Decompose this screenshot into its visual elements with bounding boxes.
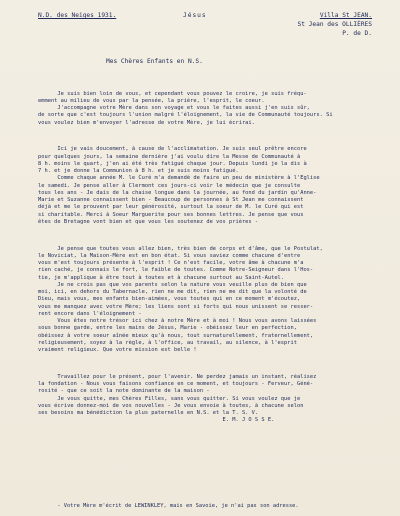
paragraph-4: Travaillez pour le présent, pour l'avenir. Ne perdez jamais un instant, réalisez la fondation - Nous vous faisons confiance en ce moment, et toujours - Ferveur, Géné- rosité - que ce soit la note dominante de la maison - Je vous quitte, mes Chères Filles, sans vous quitter. Si vous voulez que je vous écrive donnez-moi de vos nouvelles - Je vous envoie à toutes, à chacune selon ses besoins ma bénédiction la plus paternelle en N.S. et la T. S. V. E. M. J O S S E.: [38, 373, 317, 424]
letterhead-title: Jésus: [183, 12, 207, 19]
postscript: - Votre Mère m'écrit de LEWINKLEY, mais en Savoie, je n'ai pas son adresse.: [38, 503, 299, 509]
paragraph-1: Je suis bien loin de vous, et cependant vous pouvez le croire, je suis fréqu- emment au milieu de vous par la pensée, la prière, l'esprit, le coeur. J'accompagne votre Mère dans son voyage et vous le faites aussi j'en suis sûr, de sorte que c'est toujours l'union malgré l'éloignement, la vie de Communauté toujours. Si vous voulez bien m'envoyer l'adresse de votre Mère, je lui écrirai.: [38, 90, 333, 126]
address-line-3: P. de D.: [342, 29, 372, 37]
address-line-1: Villa St JEAN.: [319, 12, 372, 19]
date-line: N.D. des Neiges 1931.: [38, 12, 117, 19]
address-block: [297, 12, 372, 38]
letter-body: [38, 76, 382, 444]
address-line-2: St Jean des OLLIÈRES: [297, 20, 372, 28]
paragraph-2: Ici je vais doucement, à cause de l'acclimatation. Je suis seul prêtre encore pour quelques jours, la semaine dernière j'ai voulu dire la Messe de Communauté à 8 h. moins le quart, j'en ai été très fatigué chaque jour. Depuis lundi je la dis à 7 h. et je donne la Communion à 8 h. et je suis moins fatigué. Comme chaque année M. le Curé m'a demandé de faire un peu de ministère à l'Eglise le samedi. Je pense aller à Clermont ces jours-ci voir le médecin que je consulte tous les ans - Je dais de la chaise longue dans la journée, au fond du jardin qu'Anne- Marie et Suzanne connaissent bien - Beaucoup de personnes à St Jean me connaissent déjà et me le prouvent par leur générosité, surtout la soeur de M. le Curé qui est si charitable. Merci à Soeur Marguerite pour ses bonnes lettres. Je pense que vous êtes de Bretagne vont bien et que vous les soutenez de vos prières -: [38, 146, 320, 225]
paragraph-3: Je pense que toutes vous allez bien, très bien de corps et d'âme, que le Postulat, le Noviciat, la Maison-Mère est en bon état. Si vous saviez comme chacune d'entre vous m'est toujours présente à l'esprit ! Ce n'est facile, votre âme à chacune m'a rien caché, je connais le fort, le faible de toutes. Comme Notre-Seigneur dans l'Hos- tie, je m'applique à être tout à toutes et à chacune surtout au Saint-Autel. Je ne crois pas que vos parents selon la nature vous veuille plus de bien que moi, ici, en dehors du Tabernacle, rien ne me dit, rien ne me dit que la volonté de Dieu, mais vous, mes enfants bien-aimées, vous toutes qui en ce moment m'écoutez, vous me manquez avec votre Mère; les liens sont si forts qui nous unissent se resser- rent encore dans l'éloignement - Vous êtes notre trésor ici chez à notre Mère et à moi ! Nous vous avons laissées sous bonne garde, entre les mains de Jésus, Marie - obéissez leur en perfection, obéissez à votre soeur aînée mieux qu'à nous, tout surnaturellement, fraternellement, religieusement, soyez à la règle, à l'office, au travail, au silence, à l'esprit vraiment religieux. Que votre mission est belle !: [38, 245, 323, 353]
salutation: Mes Chères Enfants en N.S.: [106, 58, 203, 65]
